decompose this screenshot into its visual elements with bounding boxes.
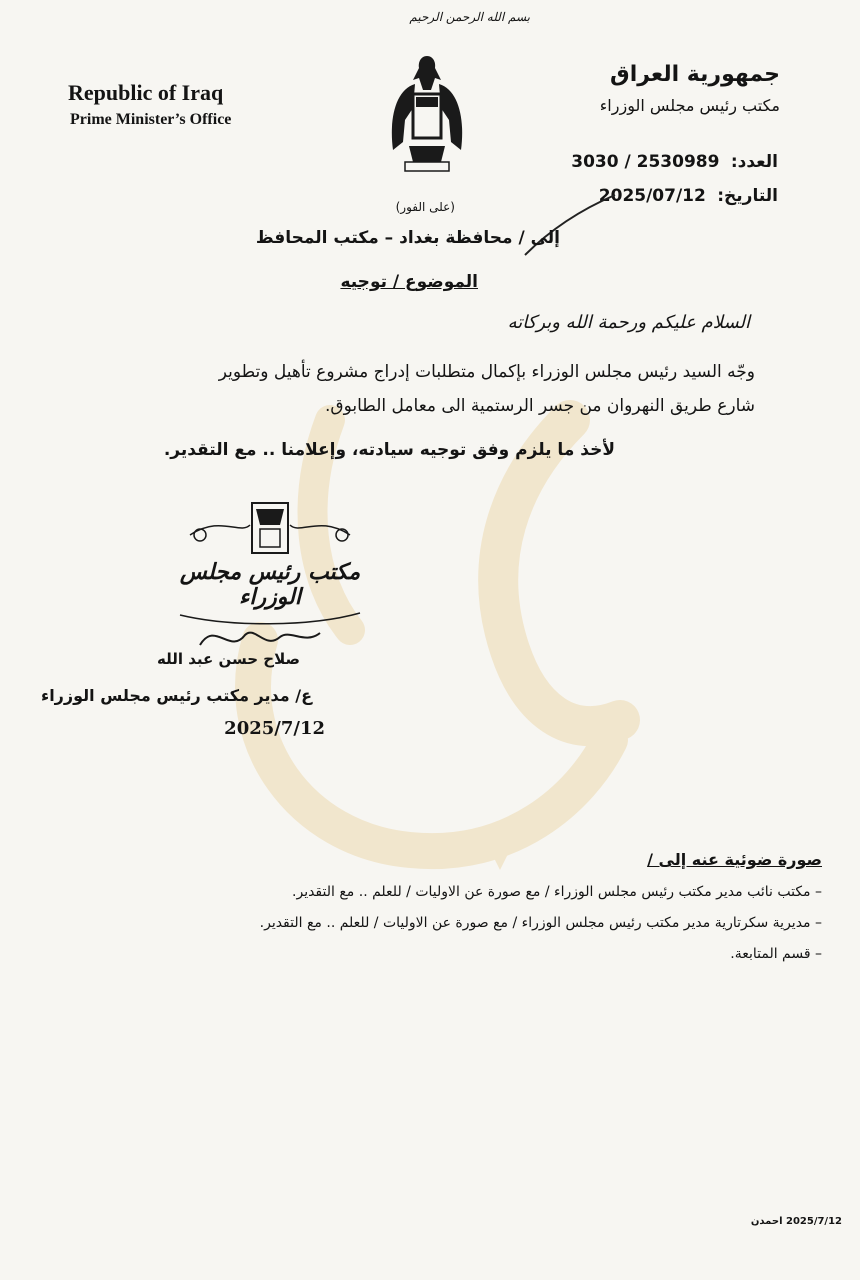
greeting-line: السلام عليكم ورحمة الله وبركاته bbox=[507, 312, 750, 333]
document-number-row bbox=[571, 152, 778, 172]
header-en-subtitle: Prime Minister’s Office bbox=[70, 111, 232, 128]
cc-item-1: – مكتب نائب مدير مكتب رئيس مجلس الوزراء / مع صورة عن الاوليات / للعلم .. مع التقدير. bbox=[292, 884, 822, 900]
seal-text: مكتب رئيس مجلس الوزراء bbox=[179, 560, 361, 610]
header-ar-subtitle: مكتب رئيس مجلس الوزراء bbox=[599, 96, 780, 115]
header-en-title: Republic of Iraq bbox=[68, 80, 224, 105]
document-date-row bbox=[599, 186, 778, 206]
header-ar-title: جمهورية العراق bbox=[610, 62, 780, 87]
subject-line: الموضوع / توجيه bbox=[340, 272, 478, 292]
recipient-line: إلى / محافظة بغداد – مكتب المحافظ bbox=[255, 228, 560, 248]
footer-code: 2025/7/12 احمدن bbox=[750, 1216, 842, 1227]
body-line-2: شارع طريق النهروان من جسر الرستمية الى معامل الطابوق. bbox=[325, 396, 755, 416]
pen-stroke-mark bbox=[520, 190, 620, 260]
cc-item-2: – مديرية سكرتارية مدير مكتب رئيس مجلس الوزراء / مع صورة عن الاوليات / للعلم .. مع التقدير. bbox=[259, 915, 822, 931]
signature-date: 2025/7/12 bbox=[224, 718, 325, 739]
basmala: بسم الله الرحمن الرحيم bbox=[409, 10, 530, 24]
body-closing: لأخذ ما يلزم وفق توجيه سيادته، وإعلامنا .. مع التقدير. bbox=[163, 440, 615, 460]
signatory-name: صلاح حسن عبد الله bbox=[157, 650, 300, 668]
date-label: التاريخ: bbox=[717, 186, 778, 206]
urgency-label: (على الفور) bbox=[395, 200, 455, 214]
date-value: 2025/07/12 bbox=[598, 186, 706, 206]
eagle-emblem-icon bbox=[385, 50, 469, 175]
cc-heading: صورة ضوئية عنه إلى / bbox=[647, 850, 822, 869]
number-value: 2530989 / 3030 bbox=[571, 152, 720, 172]
signatory-title: ع/ مدير مكتب رئيس مجلس الوزراء bbox=[41, 686, 312, 705]
body-line-1: وجّه السيد رئيس مجلس الوزراء بإكمال متطلبات إدراج مشروع تأهيل وتطوير bbox=[218, 362, 755, 382]
number-label: العدد: bbox=[730, 152, 778, 172]
cc-item-3: – قسم المتابعة. bbox=[730, 946, 822, 962]
